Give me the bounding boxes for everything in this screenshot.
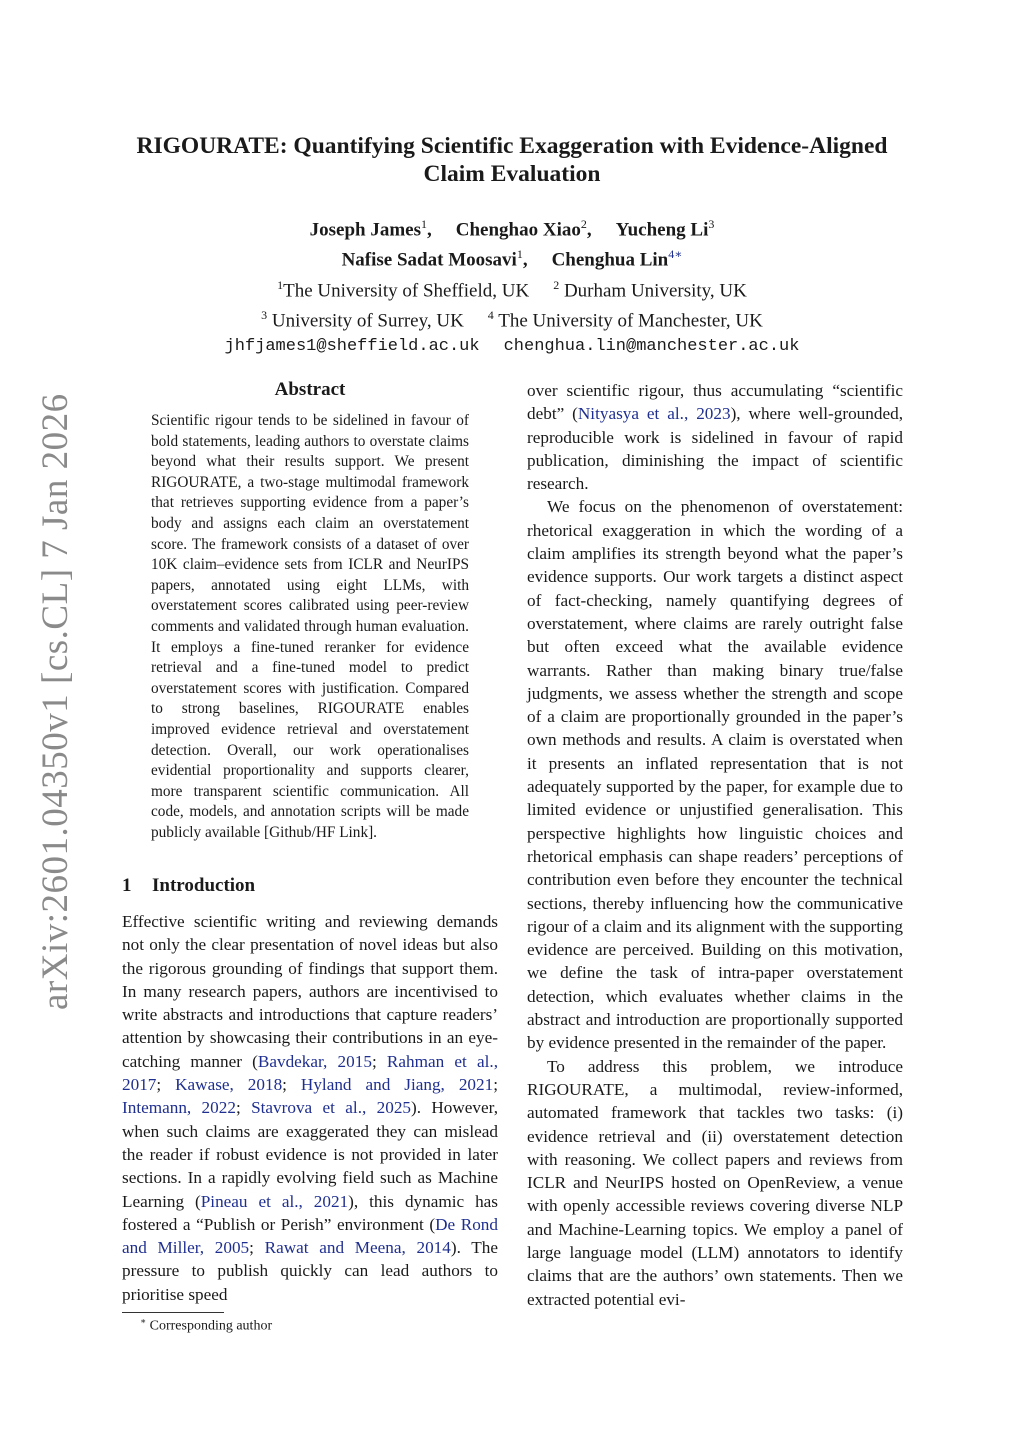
affiliation-marker: 1 [421,217,427,231]
affiliation-marker: 4 [487,307,494,322]
affiliation-marker: 1 [277,277,284,292]
body-text: Effective scientific writing and reviewing demands not only the clear presentation of novel ideas but also the rigorous grounding of findings that support them. In many research papers, authors are incentivised to write abstracts and introductions that capture readers’ attention by showcasing their contributions in an eye-catching manner ( [122,912,498,1071]
body-text: ), this dynamic has fostered a “Publish or Perish” environment ( [122,1191,498,1234]
footnote [140,1316,272,1335]
author-block [112,212,912,359]
separator: ; [235,1098,252,1118]
body-text: ), where well-grounded, reproducible work is sidelined in favour of rapid publication, diminishing the impact of scientific research. [527,404,903,494]
author-name: Joseph James [309,219,421,241]
separator: ; [371,1051,387,1071]
affiliation: The University of Sheffield, UK [283,279,530,301]
affiliations-line-2 [112,303,912,333]
citation-link[interactable]: Pineau et al., 2021 [200,1191,349,1211]
affiliation: The University of Manchester, UK [498,310,763,332]
author-name: Chenghua Lin [551,249,669,271]
affiliation-marker: 2 [553,277,560,292]
affiliation-marker: 2 [580,217,587,231]
section-heading [122,875,498,897]
author-name: Yucheng Li [615,219,709,241]
paper-title [112,132,912,188]
abstract-heading: Abstract [274,379,346,400]
affiliation-marker: 3 [708,217,715,231]
separator: ; [282,1075,301,1095]
title-line-1: RIGOURATE: Quantifying Scientific Exaggeration with Evidence-Aligned [136,133,888,159]
affiliation: University of Surrey, UK [271,310,464,332]
citation-link[interactable]: Nityasya et al., 2023 [577,404,731,424]
paragraph [527,379,903,495]
citation-link[interactable]: De Rond and Miller, 2005 [122,1214,498,1258]
citation-link[interactable]: Rawat and Meena, 2014 [264,1238,451,1258]
affiliation: Durham University, UK [563,279,747,301]
citation-link[interactable]: Intemann, 2022 [122,1098,236,1118]
author-name: Nafise Sadat Moosavi [341,249,517,271]
separator: ; [493,1075,498,1095]
title-line-2: Claim Evaluation [423,161,601,187]
separator: ; [249,1238,265,1258]
affiliation-marker: 1 [516,247,523,262]
author-names-line-1: Joseph James$^1$, Chenghao Xiao$^2$, Yucheng Li$^3$ [309,217,715,241]
right-column [527,379,903,1311]
paragraph: To address this problem, we introduce RIGOURATE, a multimodal, review-informed, automated framework that tackles two tasks: (i) evidence retrieval and (ii) overstatement detection with reasoning. We collect papers and reviews from ICLR and NeurIPS hosted on OpenReview, a venue with openly accessible reviews covering diverse NLP and Machine-Learning topics. We employ a panel of large language model (LLM) annotators to identify claims that are the authors’ own statements. Then we extracted potential evi- [527,1056,903,1309]
abstract-text: Scientific rigour tends to be sidelined in favour of bold statements, leading authors to overstate claims beyond what their results support. We present RIGOURATE, a two-stage multimodal framework that retrieves supporting evidence from a paper’s body and assigns each claim an overstatement score. The framework consists of a dataset of over 10K claim–evidence sets from ICLR and NeurIPS papers, annotated using eight LLMs, with overstatement scores calibrated using peer-review comments and validated through human evaluation. It employs a fine-tuned reranker for evidence retrieval and a fine-tuned model to predict overstatement scores with justification. Compared to strong baselines, RIGOURATE enables improved evidence retrieval and overstatement detection. Overall, our work operationalises evidential proportionality and supports clearer, more transparent scientific communication. All code, models, and annotation scripts will be made publicly available [Github/HF Link]. [151,412,469,841]
citation-link[interactable]: Bavdekar, 2015 [257,1051,372,1071]
separator: ; [156,1075,176,1095]
body-text: over scientific rigour, thus accumulating “scientific debt” ( [527,381,903,424]
footnote-text: Corresponding author [149,1318,273,1334]
affiliations-line-1 [112,273,912,303]
section-title: Introduction [152,875,256,896]
affiliation-marker: 3 [261,307,268,322]
emails-line [112,333,912,359]
introduction-paragraph [122,910,498,1306]
citation-link[interactable]: Rahman et al., 2017 [122,1051,499,1095]
email-link[interactable]: chenghua.lin@manchester.ac.uk [503,337,800,357]
paragraph: We focus on the phenomenon of overstatement: rhetorical exaggeration in which the wording of a claim amplifies its strength beyond what the paper’s evidence supports. Our work targets a distinct aspect of fact-checking, namely quantifying degrees of overstatement, where claims are rarely outright false but often exceed what the available evidence warrants. Rather than making binary true/false judgments, we assess whether the strength and scope of a claim are proportionally grounded in the paper’s own methods and results. A claim is overstated when it presents an inflated representation that is not adequately supported by the paper, for example due to limited evidence or unjustified generalisation. This perspective highlights how linguistic choices and rhetorical emphasis can shape readers’ perceptions of contribution even before they encounter the technical sections, thereby influencing how the communicative rigour of a claim and its alignment with the supporting evidence are perceived. Building on this motivation, we define the task of intra-paper overstatement detection, which evaluates whether claims in the abstract and introduction are proportionally supported by evidence presented in the remainder of the paper. [527,497,903,1053]
section-number: 1 [122,875,132,896]
author-name: Chenghao Xiao [455,219,581,241]
email-link[interactable]: jhfjames1@sheffield.ac.uk [224,337,480,357]
footnote-marker: ∗ [140,1316,147,1326]
author-names-line-2: Nafise Sadat Moosavi$^1$, Chenghua Lin$^{4∗}$ [341,247,683,271]
affiliation-marker: 4∗ [668,247,683,262]
citation-link[interactable]: Stavrova et al., 2025 [251,1098,412,1118]
citation-link[interactable]: Kawase, 2018 [175,1075,283,1095]
arxiv-identifier-stamp: arXiv:2601.04350v1 [cs.CL] 7 Jan 2026 [35,393,76,1010]
body-text: ). However, when such claims are exaggerated they can mislead the reader if robust evidence is not provided in later sections. In a rapidly evolving field such as Machine Learning ( [122,1098,498,1211]
body-text: ). The pressure to publish quickly can lead authors to prioritise speed [122,1238,498,1304]
footnote-rule [122,1312,224,1313]
citation-link[interactable]: Hyland and Jiang, 2021 [300,1075,494,1095]
